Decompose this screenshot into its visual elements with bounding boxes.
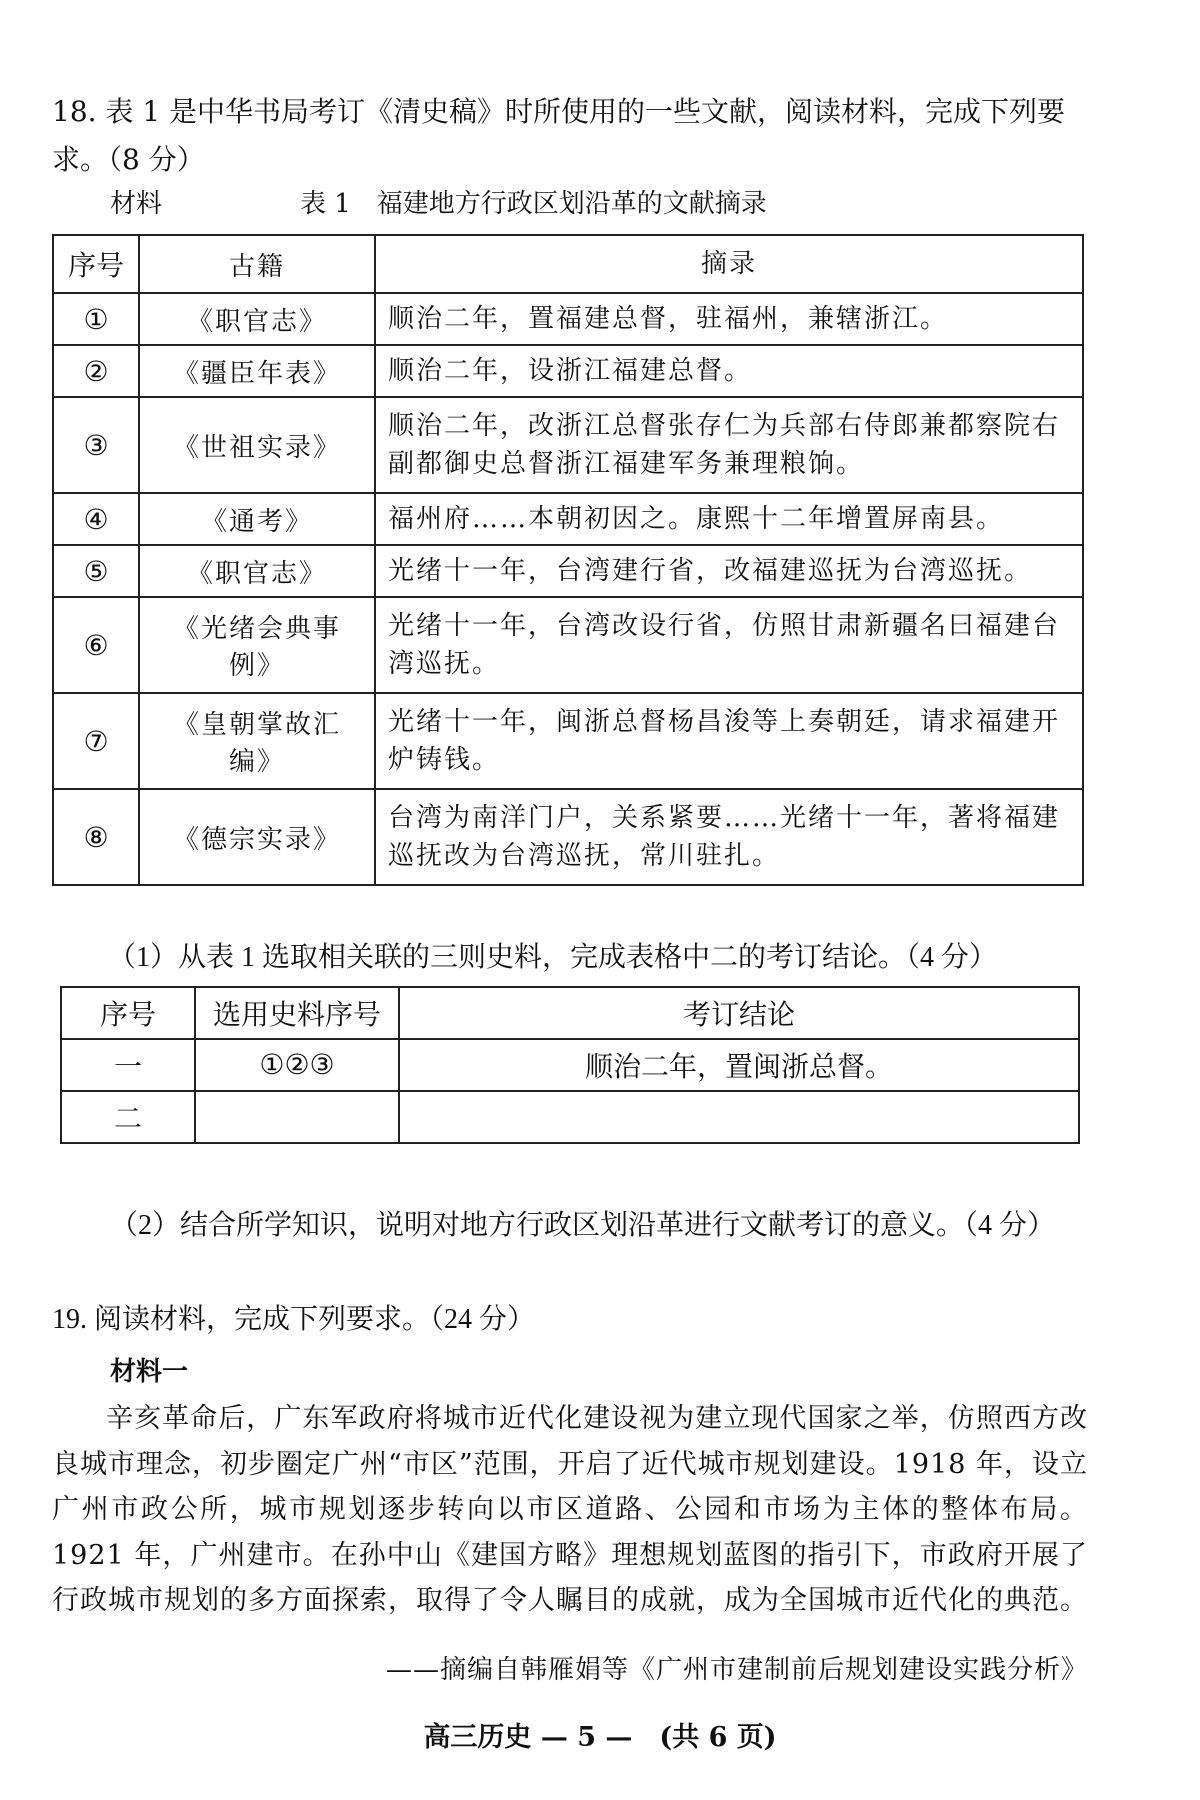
answer-selection-cell[interactable] — [195, 1091, 399, 1143]
row-excerpt: 台湾为南洋门户，关系紧要……光绪十一年，著将福建巡抚改为台湾巡抚，常川驻扎。 — [375, 789, 1083, 885]
row-excerpt: 顺治二年，置福建总督，驻福州，兼辖浙江。 — [375, 293, 1083, 345]
row-number: ⑤ — [53, 545, 139, 597]
row-excerpt: 光绪十一年，台湾建行省，改福建巡抚为台湾巡抚。 — [375, 545, 1083, 597]
row-book: 《德宗实录》 — [139, 789, 375, 885]
material-label: 材料 — [110, 189, 163, 219]
row-book: 《职官志》 — [139, 545, 375, 597]
table2 — [60, 986, 1080, 1144]
row-number: ⑦ — [53, 693, 139, 789]
row-book: 《皇朝掌故汇编》 — [139, 693, 375, 789]
question-18-header: 18. 表 1 是中华书局考订《清史稿》时所使用的一些文献，阅读材料，完成下列要求。（8 分） — [52, 95, 1066, 176]
table-row — [53, 293, 1083, 345]
row-number: ② — [53, 345, 139, 397]
table1-header-excerpt: 摘录 — [375, 235, 1083, 293]
table-row — [53, 789, 1083, 885]
table2-header-conclusion: 考订结论 — [399, 987, 1079, 1039]
table2-header-selection: 选用史料序号 — [195, 987, 399, 1039]
sub-question-1: （1）从表 1 选取相关联的三则史料，完成表格中二的考订结论。（4 分） — [108, 942, 998, 973]
table1-header-row — [53, 235, 1083, 293]
row-conclusion: 顺治二年，置闽浙总督。 — [399, 1039, 1079, 1091]
material1-source: ——摘编自韩雁娟等《广州市建制前后规划建设实践分析》 — [385, 1655, 1088, 1685]
row-excerpt: 顺治二年，设浙江福建总督。 — [375, 345, 1083, 397]
material1-label: 材料一 — [110, 1357, 189, 1387]
table-row — [53, 493, 1083, 545]
material1-text: 辛亥革命后，广东军政府将城市近代化建设视为建立现代国家之举，仿照西方改良城市理念，初步圈定广州“市区”范围，开启了近代城市规划建设。1918 年，设立广州市政公所，城市规划逐步转向以市区道路、公园和市场为主体的整体布局。1921 年，广州建市。在孙中山《建国方略》理想规划蓝图的指引下，市政府开展了行政城市规划的多方面探索，取得了令人瞩目的成就，成为全国城市近代化的典范。 — [52, 1403, 1088, 1616]
sub-question-2: （2）结合所学知识，说明对地方行政区划沿革进行文献考订的意义。（4 分） — [110, 1210, 1056, 1241]
table1-header-book: 古籍 — [139, 235, 375, 293]
table-row — [53, 397, 1083, 493]
row-number: ① — [53, 293, 139, 345]
table1-caption-line — [110, 184, 1010, 224]
answer-conclusion-cell[interactable] — [399, 1091, 1079, 1143]
table-row — [53, 597, 1083, 693]
page-footer: 高三历史 — 5 — (共 6 页) — [423, 1722, 777, 1753]
row-excerpt: 光绪十一年，闽浙总督杨昌浚等上奏朝廷，请求福建开炉铸钱。 — [375, 693, 1083, 789]
table1-caption: 表 1 福建地方行政区划沿革的文献摘录 — [300, 189, 767, 219]
row-book: 《职官志》 — [139, 293, 375, 345]
table2-header-row — [61, 987, 1079, 1039]
row-book: 《通考》 — [139, 493, 375, 545]
row-excerpt: 福州府……本朝初因之。康熙十二年增置屏南县。 — [375, 493, 1083, 545]
row-excerpt: 顺治二年，改浙江总督张存仁为兵部右侍郎兼都察院右副都御史总督浙江福建军务兼理粮饷。 — [375, 397, 1083, 493]
question-19-header: 19. 阅读材料，完成下列要求。（24 分） — [52, 1304, 536, 1335]
row-excerpt: 光绪十一年，台湾改设行省，仿照甘肃新疆名曰福建台湾巡抚。 — [375, 597, 1083, 693]
table-row — [61, 1039, 1079, 1091]
table-row — [53, 693, 1083, 789]
row-selection: ①②③ — [195, 1039, 399, 1091]
row-number: 一 — [61, 1039, 195, 1091]
row-book: 《世祖实录》 — [139, 397, 375, 493]
table1 — [52, 234, 1084, 886]
table-row — [61, 1091, 1079, 1143]
row-book: 《光绪会典事例》 — [139, 597, 375, 693]
table2-header-no: 序号 — [61, 987, 195, 1039]
table-row — [53, 545, 1083, 597]
row-number: ⑧ — [53, 789, 139, 885]
row-number: ③ — [53, 397, 139, 493]
row-number: 二 — [61, 1091, 195, 1143]
row-number: ⑥ — [53, 597, 139, 693]
table-row — [53, 345, 1083, 397]
table1-header-no: 序号 — [53, 235, 139, 293]
row-number: ④ — [53, 493, 139, 545]
row-book: 《疆臣年表》 — [139, 345, 375, 397]
